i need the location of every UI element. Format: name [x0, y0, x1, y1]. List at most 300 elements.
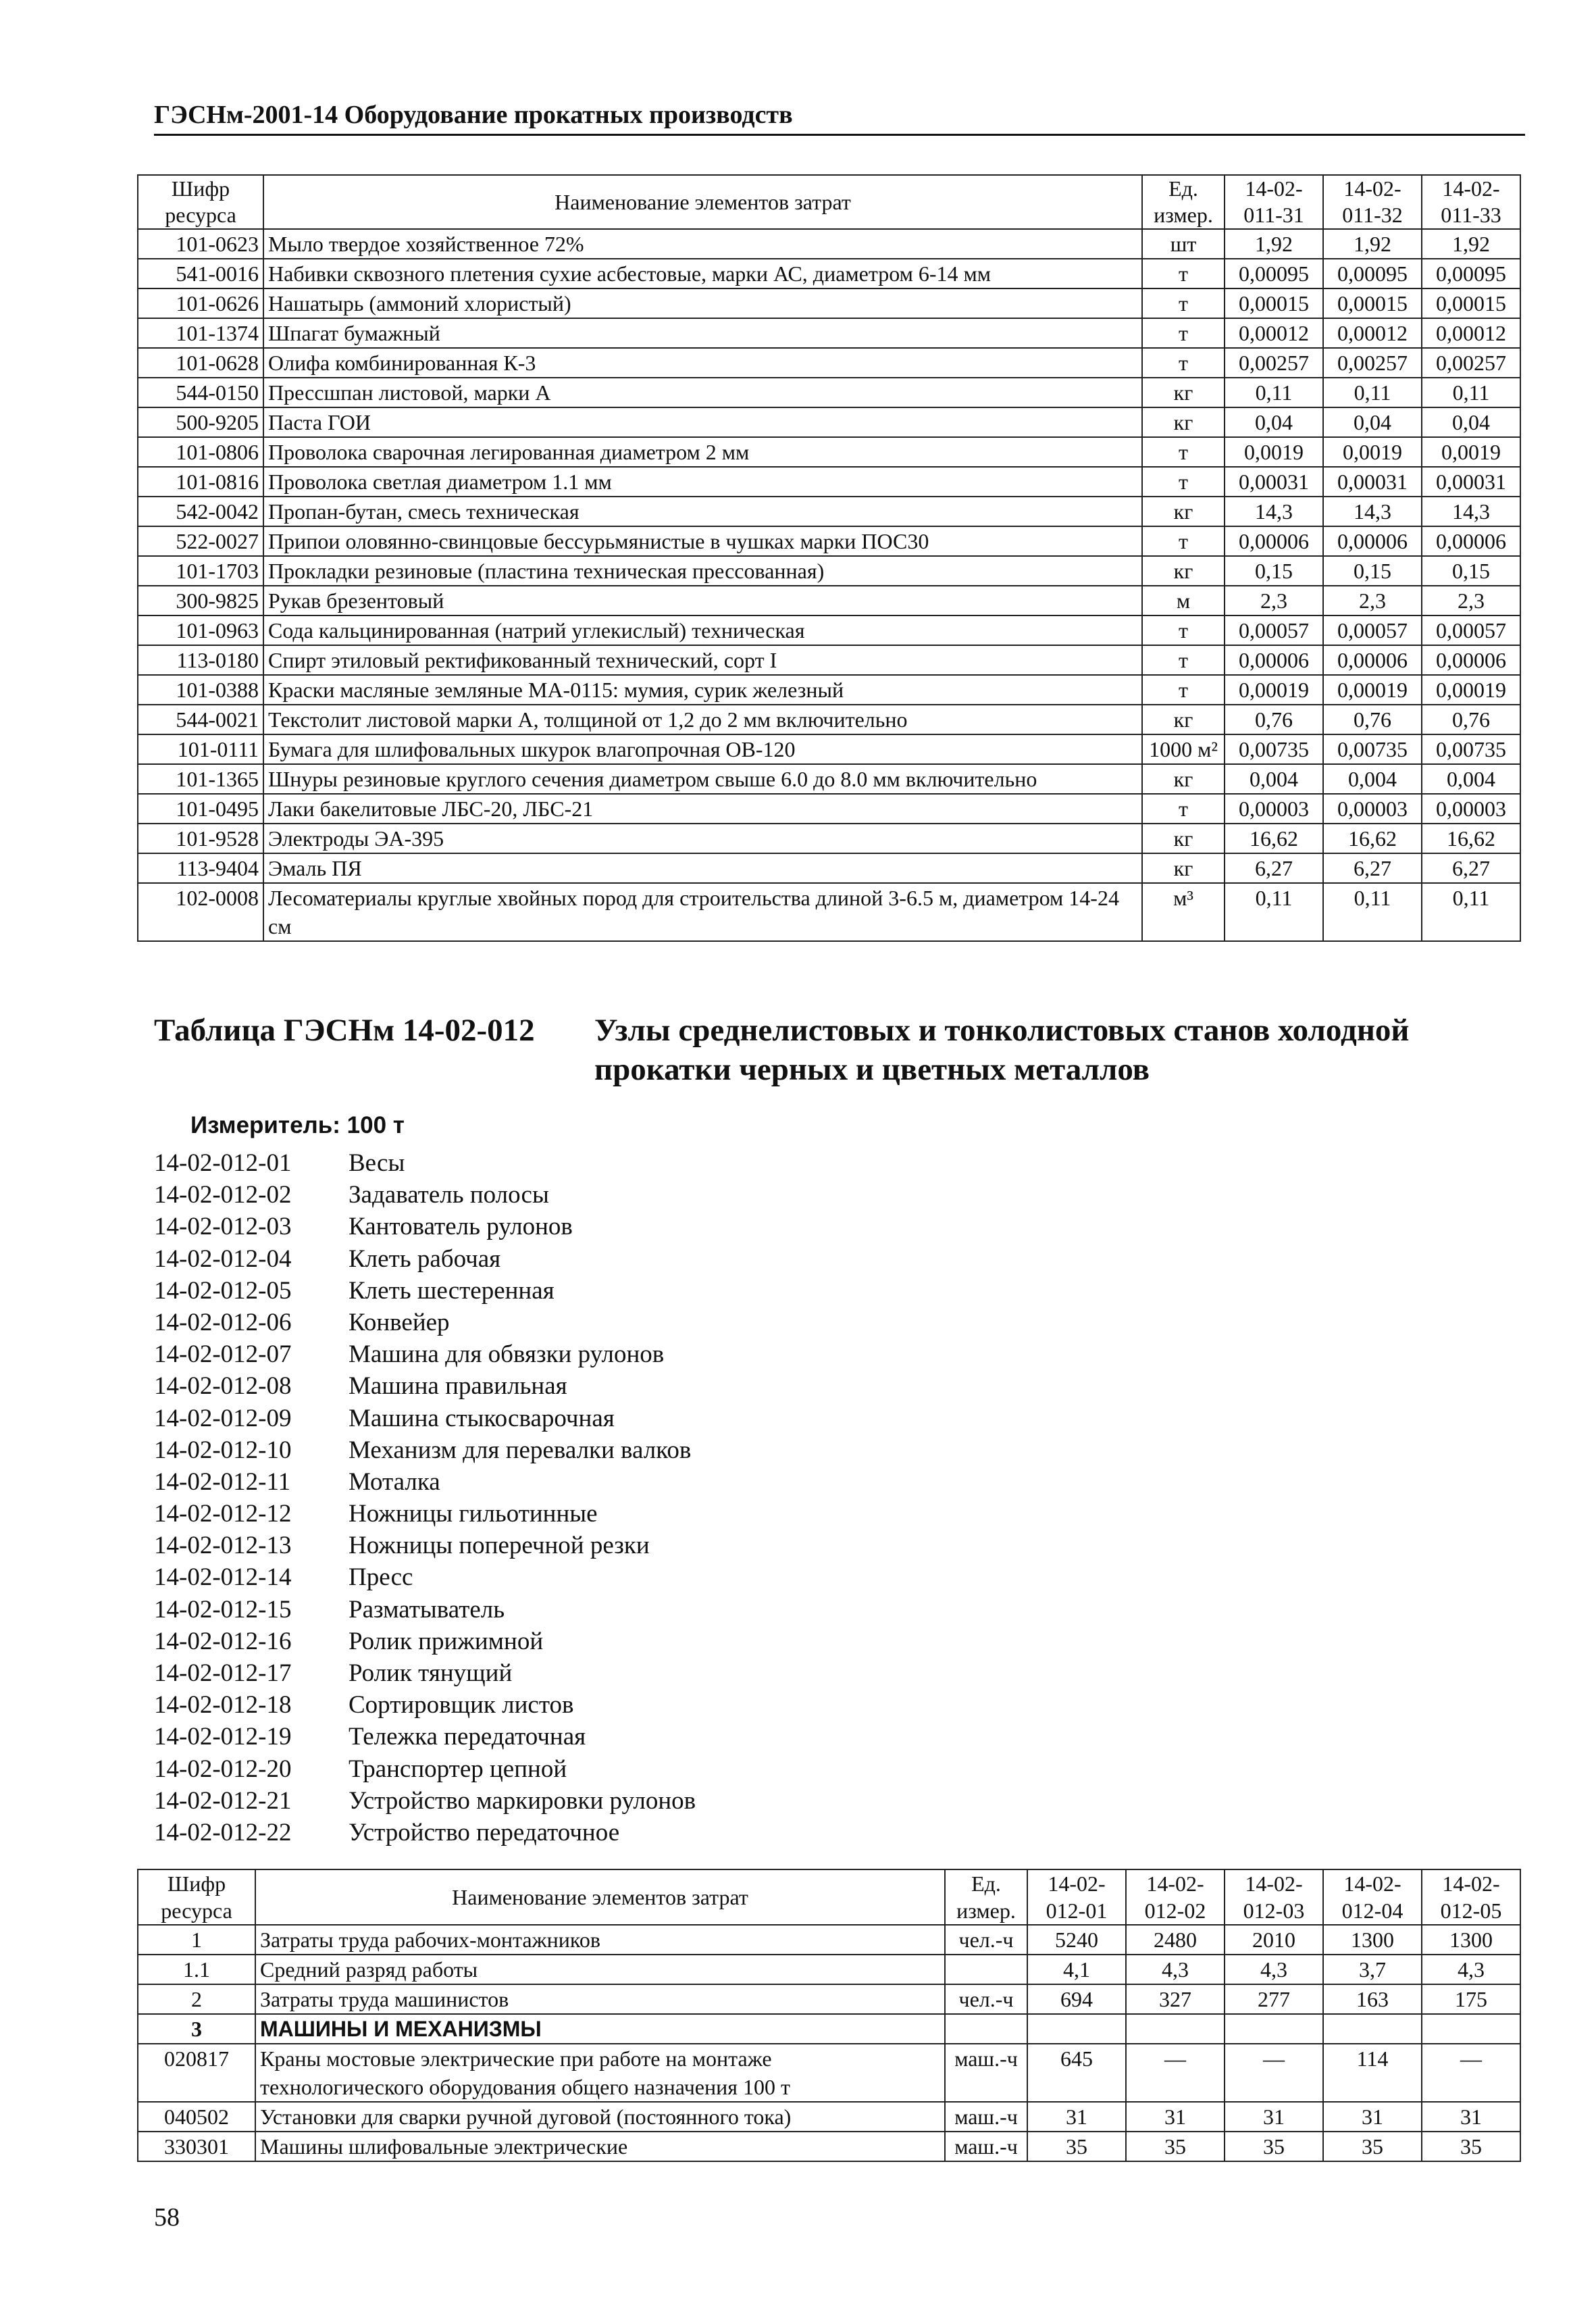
resource-value: 0,00006 — [1323, 526, 1422, 556]
item-code: 14-02-012-09 — [154, 1404, 292, 1432]
resource-name: Нашатырь (аммоний хлористый) — [263, 288, 1142, 318]
item-code: 14-02-012-11 — [154, 1467, 291, 1496]
resource-code: 101-1365 — [138, 764, 263, 794]
table-header-row — [138, 1869, 1520, 1925]
list-item — [154, 1626, 696, 1657]
header-unit: Ед. измер. — [1142, 175, 1225, 229]
resource-value: 6,27 — [1225, 853, 1323, 883]
resource-value: 0,76 — [1323, 705, 1422, 734]
table-row — [138, 1984, 1520, 2014]
resource-value: 0,15 — [1225, 556, 1323, 586]
resource-value: 0,00257 — [1225, 348, 1323, 378]
list-item — [154, 1434, 696, 1466]
table-row — [138, 318, 1520, 348]
resource-code: 544-0021 — [138, 705, 263, 734]
resource-value: 4,3 — [1126, 1955, 1225, 1984]
table-row — [138, 645, 1520, 675]
resource-value: 0,00006 — [1422, 645, 1520, 675]
resource-value: 163 — [1323, 1984, 1422, 2014]
resource-value: 35 — [1027, 2132, 1126, 2161]
resource-value: 1300 — [1422, 1925, 1520, 1955]
resource-code: 522-0027 — [138, 526, 263, 556]
resource-value: 31 — [1126, 2102, 1225, 2132]
item-code: 14-02-012-08 — [154, 1372, 292, 1401]
resource-value: 0,00003 — [1323, 794, 1422, 824]
resource-value: 1300 — [1323, 1925, 1422, 1955]
list-item — [154, 1403, 696, 1434]
resource-value: 0,15 — [1422, 556, 1520, 586]
resource-value: 0,00735 — [1422, 734, 1520, 764]
resource-unit: кг — [1142, 407, 1225, 437]
resource-unit: кг — [1142, 853, 1225, 883]
resource-code: 101-0388 — [138, 675, 263, 705]
resource-name: Проволока сварочная легированная диаметром 2 мм — [263, 437, 1142, 467]
resource-unit: т — [1142, 437, 1225, 467]
header-col-1: 14-02-011-31 — [1225, 175, 1323, 229]
resource-value: 0,11 — [1323, 883, 1422, 941]
item-code: 14-02-012-22 — [154, 1818, 292, 1846]
item-name: Устройство маркировки рулонов — [349, 1786, 696, 1815]
header-col-3: 14-02-011-33 — [1422, 175, 1520, 229]
resource-value: 0,00095 — [1323, 259, 1422, 288]
resource-value: 0,00015 — [1225, 288, 1323, 318]
resource-value: 0,00012 — [1225, 318, 1323, 348]
resource-name: Рукав брезентовый — [263, 586, 1142, 615]
resource-code: 101-0816 — [138, 467, 263, 497]
item-code: 14-02-012-03 — [154, 1213, 292, 1241]
resource-unit: м — [1142, 586, 1225, 615]
resource-code: 300-9825 — [138, 586, 263, 615]
resource-unit: кг — [1142, 497, 1225, 526]
header-code: Шифр ресурса — [138, 175, 263, 229]
list-item — [154, 1721, 696, 1753]
item-name: Ролик тянущий — [349, 1659, 513, 1687]
resource-value — [1323, 2014, 1422, 2044]
resource-code: 542-0042 — [138, 497, 263, 526]
list-item — [154, 1275, 696, 1307]
resource-name: Средний разряд работы — [255, 1955, 945, 1984]
table-row — [138, 705, 1520, 734]
resource-code: 101-0963 — [138, 615, 263, 645]
item-name: Моталка — [349, 1467, 440, 1496]
resource-unit — [945, 1955, 1027, 1984]
section-row — [138, 2014, 1520, 2044]
item-code: 14-02-012-07 — [154, 1340, 292, 1369]
table-row — [138, 348, 1520, 378]
resource-code: 102-0008 — [138, 883, 263, 941]
page-header: ГЭСНм-2001-14 Оборудование прокатных производств — [154, 100, 1525, 136]
resource-value: 3,7 — [1323, 1955, 1422, 1984]
resource-value: 1,92 — [1225, 229, 1323, 259]
resource-name: Эмаль ПЯ — [263, 853, 1142, 883]
table-row — [138, 497, 1520, 526]
resource-unit: т — [1142, 259, 1225, 288]
item-name: Тележка передаточная — [349, 1723, 586, 1751]
item-code: 14-02-012-15 — [154, 1595, 292, 1624]
resource-value: 0,00006 — [1225, 526, 1323, 556]
table-body — [138, 1925, 1520, 2161]
item-name: Устройство передаточное — [349, 1818, 620, 1846]
resource-name: Краны мостовые электрические при работе на монтаже технологического оборудования общего назначения 100 т — [255, 2044, 945, 2102]
resource-value: 0,04 — [1323, 407, 1422, 437]
resource-code: 101-0623 — [138, 229, 263, 259]
table-row — [138, 2044, 1520, 2102]
resource-unit: т — [1142, 467, 1225, 497]
page-number: 58 — [154, 2203, 180, 2232]
resource-value: 114 — [1323, 2044, 1422, 2102]
resource-unit: чел.-ч — [945, 1984, 1027, 2014]
resource-code: 101-0806 — [138, 437, 263, 467]
item-code: 14-02-012-04 — [154, 1244, 292, 1273]
resource-value: 0,00012 — [1422, 318, 1520, 348]
resource-name: Затраты труда машинистов — [255, 1984, 945, 2014]
resource-name: Бумага для шлифовальных шкурок влагопрочная ОВ-120 — [263, 734, 1142, 764]
resource-unit: чел.-ч — [945, 1925, 1027, 1955]
resource-value: 2,3 — [1323, 586, 1422, 615]
list-item — [154, 1179, 696, 1211]
item-name: Ножницы поперечной резки — [349, 1532, 650, 1560]
resource-value: 0,00015 — [1422, 288, 1520, 318]
resource-value: 0,00019 — [1422, 675, 1520, 705]
resource-unit: т — [1142, 615, 1225, 645]
resource-value: 35 — [1422, 2132, 1520, 2161]
resource-unit: т — [1142, 675, 1225, 705]
resource-value: 0,00031 — [1225, 467, 1323, 497]
resource-value: 0,76 — [1422, 705, 1520, 734]
resource-code: 101-0626 — [138, 288, 263, 318]
item-name: Разматыватель — [349, 1595, 505, 1624]
resource-value: — — [1422, 2044, 1520, 2102]
header-name: Наименование элементов затрат — [255, 1869, 945, 1925]
item-code: 14-02-012-14 — [154, 1563, 292, 1592]
resource-code: 113-0180 — [138, 645, 263, 675]
resource-name: Прокладки резиновые (пластина техническая прессованная) — [263, 556, 1142, 586]
item-name: Весы — [349, 1149, 405, 1177]
resource-value: 16,62 — [1225, 824, 1323, 853]
resource-code: 1 — [138, 1925, 255, 1955]
resource-code: 101-1374 — [138, 318, 263, 348]
resource-value: 645 — [1027, 2044, 1126, 2102]
resource-value: 0,00019 — [1323, 675, 1422, 705]
item-code: 14-02-012-21 — [154, 1786, 292, 1815]
resource-code: 113-9404 — [138, 853, 263, 883]
table-row — [138, 764, 1520, 794]
table-row — [138, 1925, 1520, 1955]
list-item — [154, 1243, 696, 1275]
resource-name: Электроды ЭА-395 — [263, 824, 1142, 853]
resource-name: Набивки сквозного плетения сухие асбестовые, марки АС, диаметром 6-14 мм — [263, 259, 1142, 288]
table-row — [138, 437, 1520, 467]
resource-value: — — [1126, 2044, 1225, 2102]
resource-value: 0,11 — [1422, 883, 1520, 941]
resource-value: 277 — [1225, 1984, 1323, 2014]
resource-code: 2 — [138, 1984, 255, 2014]
resource-name: Припои оловянно-свинцовые бессурьмянистые в чушках марки ПОС30 — [263, 526, 1142, 556]
item-code: 14-02-012-12 — [154, 1500, 292, 1528]
resource-value: 31 — [1323, 2102, 1422, 2132]
item-name: Механизм для перевалки валков — [349, 1436, 692, 1464]
resource-value: 0,00735 — [1225, 734, 1323, 764]
item-name: Машина для обвязки рулонов — [349, 1340, 665, 1369]
resource-value: 0,11 — [1323, 378, 1422, 407]
resource-value: 0,00015 — [1323, 288, 1422, 318]
resource-name: Мыло твердое хозяйственное 72% — [263, 229, 1142, 259]
resource-unit: т — [1142, 288, 1225, 318]
resource-value: 0,00006 — [1422, 526, 1520, 556]
resource-name: Текстолит листовой марки А, толщиной от 1,2 до 2 мм включительно — [263, 705, 1142, 734]
list-item — [154, 1338, 696, 1370]
resource-name: Затраты труда рабочих-монтажников — [255, 1925, 945, 1955]
item-code: 14-02-012-10 — [154, 1436, 292, 1464]
resource-value: 4,1 — [1027, 1955, 1126, 1984]
table-row — [138, 556, 1520, 586]
table-row — [138, 675, 1520, 705]
resource-value: 4,3 — [1225, 1955, 1323, 1984]
resource-value: 0,04 — [1225, 407, 1323, 437]
item-code: 14-02-012-02 — [154, 1181, 292, 1209]
resource-value: 0,00057 — [1422, 615, 1520, 645]
resource-unit — [945, 2014, 1027, 2044]
resource-value: 0,11 — [1422, 378, 1520, 407]
resource-name: Машины шлифовальные электрические — [255, 2132, 945, 2161]
header-col-3: 14-02-012-03 — [1225, 1869, 1323, 1925]
resource-code: 101-0495 — [138, 794, 263, 824]
table-caption: Узлы среднелистовых и тонколистовых станов холодной прокатки черных и цветных металлов — [594, 1013, 1410, 1087]
resource-value: 0,00257 — [1422, 348, 1520, 378]
resource-code: 020817 — [138, 2044, 255, 2102]
table-row — [138, 288, 1520, 318]
resource-value: 14,3 — [1323, 497, 1422, 526]
resource-value: 0,00031 — [1422, 467, 1520, 497]
resource-name: Сода кальцинированная (натрий углекислый) техническая — [263, 615, 1142, 645]
resource-unit: 1000 м² — [1142, 734, 1225, 764]
item-code: 14-02-012-20 — [154, 1755, 292, 1783]
resource-unit: т — [1142, 318, 1225, 348]
list-item — [154, 1785, 696, 1817]
resource-value: 0,00012 — [1323, 318, 1422, 348]
table-row — [138, 467, 1520, 497]
table-row — [138, 2132, 1520, 2161]
resource-value: 0,00006 — [1323, 645, 1422, 675]
item-code: 14-02-012-17 — [154, 1659, 292, 1687]
resource-value: 0,0019 — [1422, 437, 1520, 467]
resource-unit: кг — [1142, 556, 1225, 586]
resource-value: 1,92 — [1323, 229, 1422, 259]
resource-value: 0,0019 — [1323, 437, 1422, 467]
header-col-4: 14-02-012-04 — [1323, 1869, 1422, 1925]
item-name: Задаватель полосы — [349, 1181, 549, 1209]
resource-value: 35 — [1323, 2132, 1422, 2161]
item-code: 14-02-012-13 — [154, 1532, 292, 1560]
resource-value: 2,3 — [1225, 586, 1323, 615]
resource-value: 2010 — [1225, 1925, 1323, 1955]
item-name: Клеть рабочая — [349, 1244, 501, 1273]
resource-value: 0,00003 — [1422, 794, 1520, 824]
resource-name: Олифа комбинированная К-3 — [263, 348, 1142, 378]
resource-value: 0,76 — [1225, 705, 1323, 734]
item-code: 14-02-012-16 — [154, 1627, 292, 1655]
table-header-row — [138, 175, 1520, 229]
work-item-list — [154, 1147, 696, 1848]
resource-unit: т — [1142, 348, 1225, 378]
resource-value: 175 — [1422, 1984, 1520, 2014]
resource-value: 4,3 — [1422, 1955, 1520, 1984]
resource-value: 31 — [1027, 2102, 1126, 2132]
item-name: Ножницы гильотинные — [349, 1500, 598, 1528]
resource-value: 0,00006 — [1225, 645, 1323, 675]
resource-value: 0,00095 — [1225, 259, 1323, 288]
list-item — [154, 1594, 696, 1626]
resource-code: 330301 — [138, 2132, 255, 2161]
resource-value: 2480 — [1126, 1925, 1225, 1955]
item-name: Кантователь рулонов — [349, 1213, 573, 1241]
table-row — [138, 586, 1520, 615]
item-code: 14-02-012-05 — [154, 1276, 292, 1305]
resource-name: Прессшпан листовой, марки А — [263, 378, 1142, 407]
resource-unit: кг — [1142, 705, 1225, 734]
header-unit: Ед. измер. — [945, 1869, 1027, 1925]
resource-code: 3 — [138, 2014, 255, 2044]
table-row — [138, 378, 1520, 407]
resource-value: 327 — [1126, 1984, 1225, 2014]
list-item — [154, 1657, 696, 1689]
item-code: 14-02-012-06 — [154, 1308, 292, 1336]
resource-value: 35 — [1126, 2132, 1225, 2161]
resource-value: — — [1225, 2044, 1323, 2102]
table-row — [138, 407, 1520, 437]
list-item — [154, 1370, 696, 1402]
resource-name: Паста ГОИ — [263, 407, 1142, 437]
resource-value: 0,0019 — [1225, 437, 1323, 467]
item-code: 14-02-012-19 — [154, 1723, 292, 1751]
header-col-5: 14-02-012-05 — [1422, 1869, 1520, 1925]
resource-name: Шнуры резиновые круглого сечения диаметром свыше 6.0 до 8.0 мм включительно — [263, 764, 1142, 794]
resource-code: 101-0628 — [138, 348, 263, 378]
resource-unit: т — [1142, 526, 1225, 556]
item-name: Транспортер цепной — [349, 1755, 567, 1783]
resource-unit: маш.-ч — [945, 2044, 1027, 2102]
resource-unit: шт — [1142, 229, 1225, 259]
item-code: 14-02-012-01 — [154, 1149, 292, 1177]
resource-value: 31 — [1422, 2102, 1520, 2132]
resource-table-1 — [137, 174, 1521, 942]
resource-name: Лаки бакелитовые ЛБС-20, ЛБС-21 — [263, 794, 1142, 824]
list-item — [154, 1817, 696, 1848]
resource-value: 0,00095 — [1422, 259, 1520, 288]
resource-code: 101-0111 — [138, 734, 263, 764]
item-name: Клеть шестеренная — [349, 1276, 555, 1305]
table-row — [138, 824, 1520, 853]
resource-name: Проволока светлая диаметром 1.1 мм — [263, 467, 1142, 497]
resource-value: 0,004 — [1225, 764, 1323, 794]
table-row — [138, 734, 1520, 764]
resource-code: 541-0016 — [138, 259, 263, 288]
resource-unit: маш.-ч — [945, 2132, 1027, 2161]
resource-unit: кг — [1142, 764, 1225, 794]
resource-value: 0,00003 — [1225, 794, 1323, 824]
list-item — [154, 1211, 696, 1242]
list-item — [154, 1689, 696, 1721]
resource-code: 1.1 — [138, 1955, 255, 1984]
resource-code: 544-0150 — [138, 378, 263, 407]
list-item — [154, 1147, 696, 1179]
table-row — [138, 1955, 1520, 1984]
table-row — [138, 526, 1520, 556]
resource-value: 0,00019 — [1225, 675, 1323, 705]
resource-name: Пропан-бутан, смесь техническая — [263, 497, 1142, 526]
resource-unit: маш.-ч — [945, 2102, 1027, 2132]
resource-value: 31 — [1225, 2102, 1323, 2132]
item-name: Сортировщик листов — [349, 1691, 574, 1719]
resource-value: 694 — [1027, 1984, 1126, 2014]
resource-value: 0,00031 — [1323, 467, 1422, 497]
table-row — [138, 229, 1520, 259]
table-body — [138, 229, 1520, 941]
resource-value: 16,62 — [1422, 824, 1520, 853]
resource-unit: м³ — [1142, 883, 1225, 941]
resource-table-2 — [137, 1869, 1521, 2162]
item-code: 14-02-012-18 — [154, 1691, 292, 1719]
table-row — [138, 2102, 1520, 2132]
header-code: Шифр ресурса — [138, 1869, 255, 1925]
resource-code: 500-9205 — [138, 407, 263, 437]
resource-name: Краски масляные земляные МА-0115: мумия, сурик железный — [263, 675, 1142, 705]
resource-value: 0,00057 — [1225, 615, 1323, 645]
resource-value: 0,004 — [1422, 764, 1520, 794]
resource-value: 16,62 — [1323, 824, 1422, 853]
resource-name: Лесоматериалы круглые хвойных пород для строительства длиной 3-6.5 м, диаметром 14-24 см — [263, 883, 1142, 941]
header-col-2: 14-02-012-02 — [1126, 1869, 1225, 1925]
header-col-1: 14-02-012-01 — [1027, 1869, 1126, 1925]
table-label: Таблица ГЭСНм 14-02-012 — [154, 1013, 535, 1048]
resource-value: 0,00735 — [1323, 734, 1422, 764]
table-row — [138, 615, 1520, 645]
item-name: Ролик прижимной — [349, 1627, 544, 1655]
resource-name: Спирт этиловый ректификованный технический, сорт I — [263, 645, 1142, 675]
list-item — [154, 1498, 696, 1530]
list-item — [154, 1466, 696, 1498]
table-row — [138, 883, 1520, 941]
resource-value: 14,3 — [1225, 497, 1323, 526]
resource-value: 35 — [1225, 2132, 1323, 2161]
resource-value — [1225, 2014, 1323, 2044]
list-item — [154, 1753, 696, 1785]
resource-unit: т — [1142, 794, 1225, 824]
table-row — [138, 259, 1520, 288]
resource-value: 0,15 — [1323, 556, 1422, 586]
resource-value: 0,00257 — [1323, 348, 1422, 378]
resource-unit: кг — [1142, 378, 1225, 407]
item-name: Машина правильная — [349, 1372, 567, 1401]
table-row — [138, 853, 1520, 883]
resource-code: 101-9528 — [138, 824, 263, 853]
measure-unit: Измеритель: 100 т — [190, 1112, 405, 1138]
resource-value: 1,92 — [1422, 229, 1520, 259]
resource-value: 6,27 — [1323, 853, 1422, 883]
resource-name: Установки для сварки ручной дуговой (постоянного тока) — [255, 2102, 945, 2132]
resource-value: 0,11 — [1225, 883, 1323, 941]
resource-value — [1126, 2014, 1225, 2044]
list-item — [154, 1307, 696, 1338]
resource-value: 0,00057 — [1323, 615, 1422, 645]
resource-value — [1422, 2014, 1520, 2044]
resource-value: 0,04 — [1422, 407, 1520, 437]
resource-value: 14,3 — [1422, 497, 1520, 526]
resource-unit: т — [1142, 645, 1225, 675]
item-name: Конвейер — [349, 1308, 450, 1336]
resource-value: 6,27 — [1422, 853, 1520, 883]
resource-unit: кг — [1142, 824, 1225, 853]
